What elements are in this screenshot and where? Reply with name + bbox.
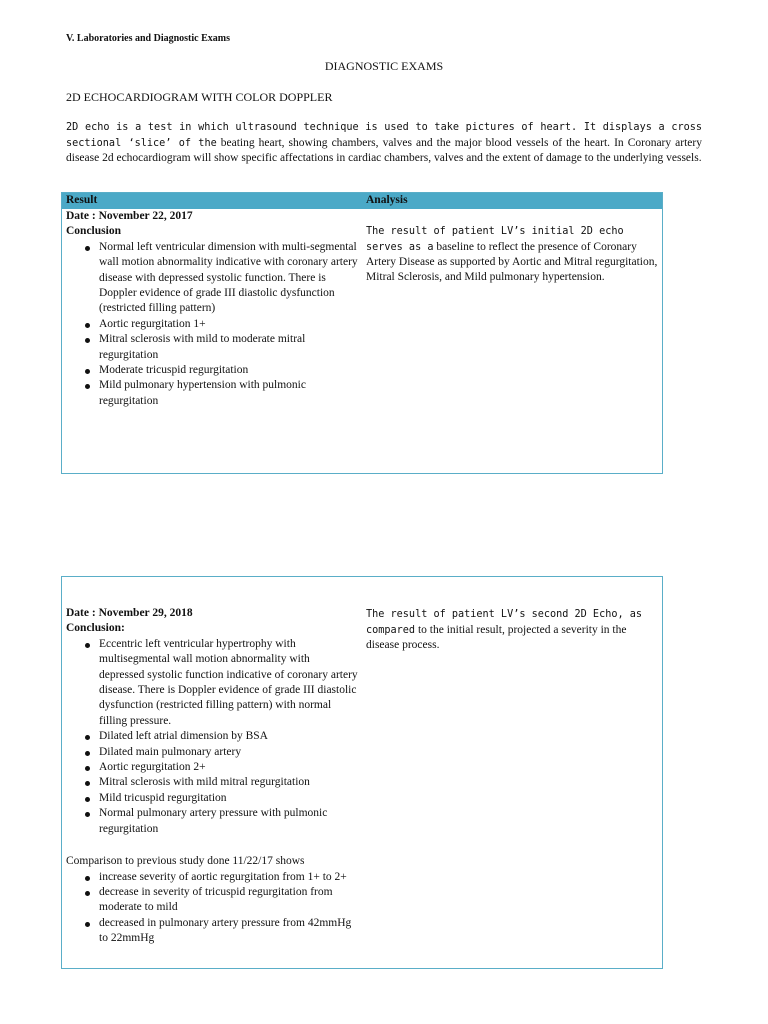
list-item: Aortic regurgitation 1+ [99,317,358,332]
result-column [66,209,358,409]
result-table-2017 [61,192,663,474]
list-item: Normal left ventricular dimension with multi-segmental wall motion abnormality indicative with coronary artery disease with depressed systolic function. There is Doppler evidence of grade III diastolic dysfunction (restricted filling pattern) [99,240,358,317]
exam-subtitle: 2D ECHOCARDIOGRAM WITH COLOR DOPPLER [66,90,333,104]
list-item: decrease in severity of tricuspid regurgitation from moderate to mild [99,885,358,916]
list-item: Aortic regurgitation 2+ [99,760,358,775]
list-item: Mitral sclerosis with mild mitral regurgitation [99,775,358,790]
conclusion-list [66,637,358,837]
list-item: Dilated left atrial dimension by BSA [99,729,358,744]
intro-paragraph [66,120,702,166]
comparison-list [66,870,358,947]
header-result: Result [66,194,98,206]
result-table-2018 [61,576,663,969]
list-item: Mitral sclerosis with mild to moderate mitral regurgitation [99,332,358,363]
header-analysis: Analysis [366,194,408,206]
intro-mono-text: 2D echo is a test in which ultrasound technique is used to take pictures of heart. It displays a cross sectional ‘slice’ of the [66,122,702,149]
conclusion-label: Conclusion [66,225,121,238]
conclusion-list [66,240,358,409]
exam-date: Date : November 29, 2018 [66,607,193,619]
list-item: Moderate tricuspid regurgitation [99,363,358,378]
analysis-column [366,224,658,284]
analysis-column [366,607,658,653]
list-item: decreased in pulmonary artery pressure from 42mmHg to 22mmHg [99,916,358,947]
analysis-text: baseline to reflect the presence of Coronary Artery Disease as supported by Aortic and Mitral regurgitation, Mitral Sclerosis, and Mild pulmonary hypertension. [366,240,658,283]
table-header [62,193,662,209]
comparison-label: Comparison to previous study done 11/22/17 shows [66,855,305,868]
page-title: DIAGNOSTIC EXAMS [324,59,444,73]
analysis-mono-text: The result of patient LV’s second 2D Echo, as compared [366,609,643,636]
analysis-mono-text: The result of patient LV’s initial 2D echo serves as a [366,226,624,253]
intro-text: beating heart, showing chambers, valves and the major blood vessels of the heart. In Coronary artery disease 2d echocardiogram will show specific affectations in cardiac chambers, valves and the extent of damage to the underlying vessels. [66,136,702,165]
conclusion-label: Conclusion: [66,622,125,635]
exam-date: Date : November 22, 2017 [66,210,193,222]
section-heading: V. Laboratories and Diagnostic Exams [66,33,230,44]
analysis-text: to the initial result, projected a severity in the disease process. [366,623,627,652]
list-item: Normal pulmonary artery pressure with pulmonic regurgitation [99,806,358,837]
list-item: increase severity of aortic regurgitation from 1+ to 2+ [99,870,358,885]
list-item: Eccentric left ventricular hypertrophy with multisegmental wall motion abnormality with depressed systolic function indicative of coronary artery disease. There is Doppler evidence of grade III diastolic dysfunction (restricted filling pattern) with normal filling pressure. [99,637,358,729]
list-item: Dilated main pulmonary artery [99,745,358,760]
result-column [66,606,358,947]
list-item: Mild pulmonary hypertension with pulmonic regurgitation [99,378,358,409]
list-item: Mild tricuspid regurgitation [99,791,358,806]
